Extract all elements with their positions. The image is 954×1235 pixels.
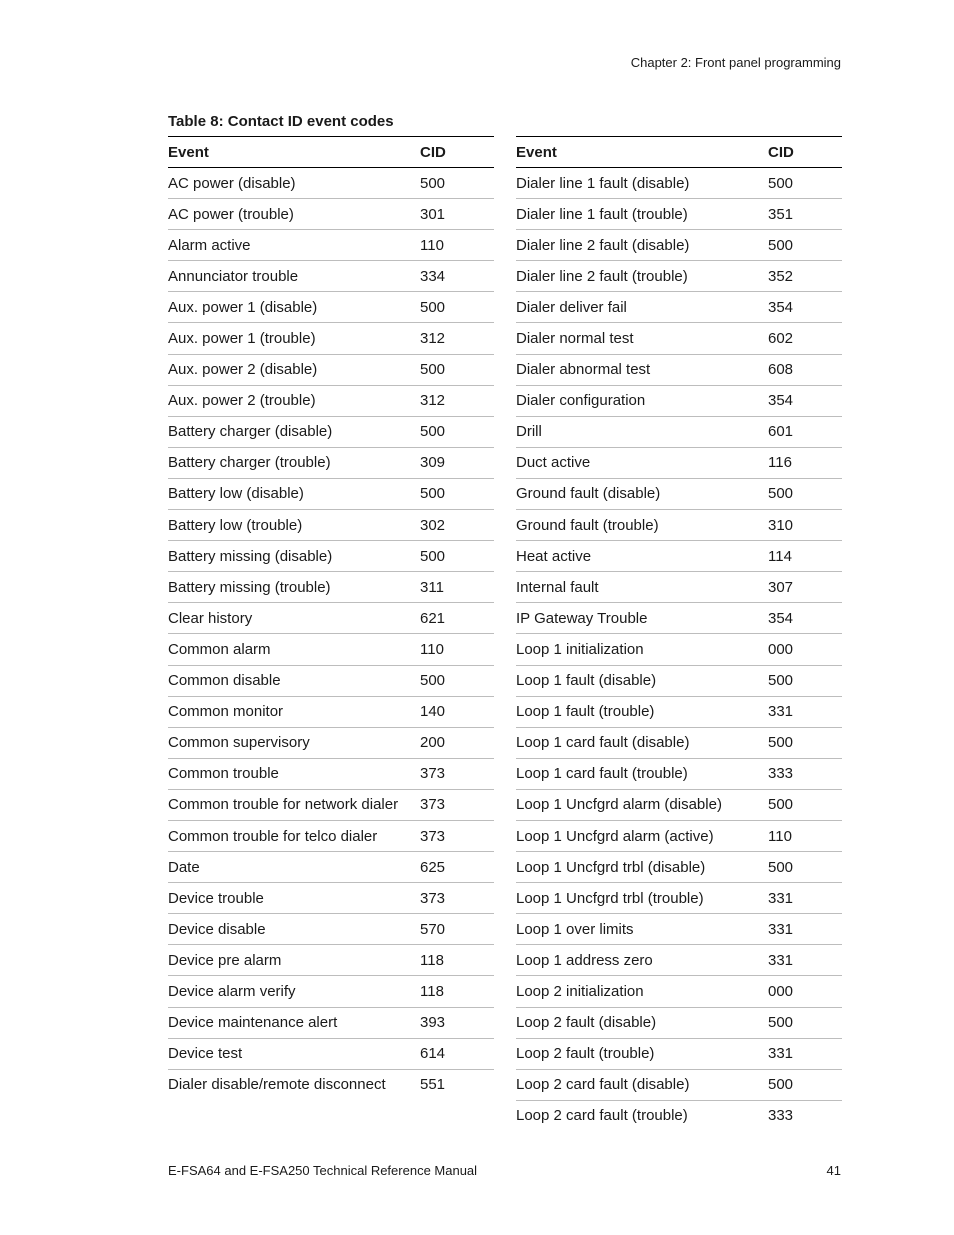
cid-cell: 614 (420, 1038, 494, 1069)
event-cell: Loop 1 address zero (516, 945, 768, 976)
event-cell: Loop 1 Uncfgrd trbl (trouble) (516, 883, 768, 914)
table-row (516, 758, 842, 789)
event-cell: Duct active (516, 447, 768, 478)
event-cell: Loop 1 initialization (516, 634, 768, 665)
event-cell: Loop 2 initialization (516, 976, 768, 1007)
event-cell: Loop 1 fault (trouble) (516, 696, 768, 727)
cid-column-header: CID (768, 137, 842, 168)
event-cell: Battery missing (disable) (168, 541, 420, 572)
cid-cell: 500 (768, 727, 842, 758)
event-cell: Device test (168, 1038, 420, 1069)
table-row (516, 354, 842, 385)
table-row (168, 852, 494, 883)
event-cell: Aux. power 2 (trouble) (168, 385, 420, 416)
table-row (516, 820, 842, 851)
table-row (168, 261, 494, 292)
table-row (516, 665, 842, 696)
event-code-table-right (516, 136, 842, 1131)
cid-cell: 500 (420, 168, 494, 199)
table-row (168, 758, 494, 789)
cid-cell: 200 (420, 727, 494, 758)
table-row (168, 1069, 494, 1100)
cid-cell: 331 (768, 696, 842, 727)
cid-cell: 110 (420, 634, 494, 665)
event-column-header: Event (168, 137, 420, 168)
cid-cell: 500 (768, 665, 842, 696)
cid-cell: 393 (420, 1007, 494, 1038)
cid-cell: 312 (420, 385, 494, 416)
event-cell: Common alarm (168, 634, 420, 665)
event-cell: Aux. power 1 (trouble) (168, 323, 420, 354)
cid-cell: 307 (768, 572, 842, 603)
cid-cell: 500 (768, 789, 842, 820)
table-row (516, 510, 842, 541)
cid-cell: 621 (420, 603, 494, 634)
cid-cell: 500 (768, 1069, 842, 1100)
table-row (516, 1038, 842, 1069)
table-row (516, 883, 842, 914)
event-cell: Aux. power 1 (disable) (168, 292, 420, 323)
event-cell: Dialer line 1 fault (trouble) (516, 199, 768, 230)
table-row (168, 572, 494, 603)
table-row (168, 820, 494, 851)
cid-cell: 333 (768, 1107, 794, 1125)
table-row (168, 914, 494, 945)
event-cell: Device disable (168, 914, 420, 945)
event-cell: Battery low (trouble) (168, 510, 420, 541)
table-body-right (516, 168, 842, 1131)
cid-cell: 625 (420, 852, 494, 883)
table-row (516, 1069, 842, 1100)
event-cell: Date (168, 852, 420, 883)
table-row (516, 789, 842, 820)
cid-cell: 373 (420, 758, 494, 789)
table-caption: Table 8: Contact ID event codes (168, 113, 394, 130)
cid-cell: 334 (420, 261, 494, 292)
event-cell: AC power (disable) (168, 168, 420, 199)
cid-cell: 601 (768, 416, 842, 447)
cid-cell: 608 (768, 354, 842, 385)
event-cell: Device pre alarm (168, 945, 420, 976)
cid-column-header: CID (420, 137, 494, 168)
cid-cell: 331 (768, 883, 842, 914)
cid-cell: 500 (768, 852, 842, 883)
page-number: 41 (826, 1163, 841, 1178)
event-cell: Dialer line 2 fault (disable) (516, 230, 768, 261)
event-cell: Ground fault (trouble) (516, 510, 768, 541)
event-cell: Loop 1 Uncfgrd trbl (disable) (516, 852, 768, 883)
table-row (168, 416, 494, 447)
event-cell: Loop 1 over limits (516, 914, 768, 945)
cid-cell: 114 (768, 541, 842, 572)
cid-cell: 500 (420, 541, 494, 572)
event-cell: Dialer disable/remote disconnect (168, 1076, 386, 1094)
cid-cell: 309 (420, 447, 494, 478)
event-cell: Device maintenance alert (168, 1007, 420, 1038)
cid-cell: 352 (768, 261, 842, 292)
event-cell: Device alarm verify (168, 976, 420, 1007)
cid-cell: 354 (768, 603, 842, 634)
event-cell: Common monitor (168, 696, 420, 727)
table-row (516, 634, 842, 665)
chapter-header: Chapter 2: Front panel programming (630, 55, 841, 70)
event-cell: Battery charger (trouble) (168, 447, 420, 478)
table-row (516, 727, 842, 758)
table-header-row (168, 137, 494, 168)
event-cell: Dialer configuration (516, 385, 768, 416)
cid-cell: 351 (768, 199, 842, 230)
event-cell: Dialer line 2 fault (trouble) (516, 261, 768, 292)
cid-cell: 118 (420, 945, 494, 976)
event-cell: Dialer line 1 fault (disable) (516, 168, 768, 199)
table-row (168, 789, 494, 820)
event-cell: Loop 1 card fault (trouble) (516, 758, 768, 789)
cid-cell: 500 (768, 168, 842, 199)
table-row (516, 572, 842, 603)
table-row (168, 354, 494, 385)
cid-cell: 110 (768, 820, 842, 851)
event-cell: Annunciator trouble (168, 261, 420, 292)
cid-cell: 301 (420, 199, 494, 230)
event-cell: IP Gateway Trouble (516, 603, 768, 634)
cid-cell: 000 (768, 976, 842, 1007)
table-row (516, 945, 842, 976)
cid-cell: 500 (420, 665, 494, 696)
table-row (516, 447, 842, 478)
table-row (516, 541, 842, 572)
cid-cell: 110 (420, 230, 494, 261)
event-cell: Common trouble (168, 758, 420, 789)
event-cell: Loop 1 Uncfgrd alarm (active) (516, 820, 768, 851)
table-row (168, 1007, 494, 1038)
cid-cell: 500 (768, 230, 842, 261)
event-cell: Clear history (168, 603, 420, 634)
table-row (168, 883, 494, 914)
cid-cell: 333 (768, 758, 842, 789)
table-row (168, 447, 494, 478)
table-row (168, 976, 494, 1007)
event-code-table-left (168, 136, 494, 1100)
event-cell: Common trouble for telco dialer (168, 820, 420, 851)
event-cell: Loop 2 card fault (disable) (516, 1069, 768, 1100)
table-row (168, 510, 494, 541)
event-cell: AC power (trouble) (168, 199, 420, 230)
table-row (516, 603, 842, 634)
cid-cell: 331 (768, 1038, 842, 1069)
cid-cell: 373 (420, 789, 494, 820)
table-row (168, 385, 494, 416)
cid-cell: 116 (768, 447, 842, 478)
table-row (516, 230, 842, 261)
cid-cell: 500 (420, 292, 494, 323)
cid-cell: 570 (420, 914, 494, 945)
cid-cell: 551 (420, 1076, 446, 1094)
cid-cell: 118 (420, 976, 494, 1007)
table-row (168, 1038, 494, 1069)
table-row (516, 323, 842, 354)
cid-cell: 500 (420, 416, 494, 447)
cid-cell: 354 (768, 385, 842, 416)
cid-cell: 354 (768, 292, 842, 323)
table-row (168, 199, 494, 230)
cid-cell: 140 (420, 696, 494, 727)
event-cell: Device trouble (168, 883, 420, 914)
table-row (516, 478, 842, 509)
table-row (168, 696, 494, 727)
cid-cell: 312 (420, 323, 494, 354)
table-row (168, 603, 494, 634)
event-cell: Loop 2 card fault (trouble) (516, 1107, 688, 1125)
event-cell: Alarm active (168, 230, 420, 261)
event-cell: Battery missing (trouble) (168, 572, 420, 603)
table-row (168, 323, 494, 354)
table-body-left (168, 168, 494, 1100)
cid-cell: 500 (420, 354, 494, 385)
event-column-header: Event (516, 137, 768, 168)
cid-cell: 331 (768, 914, 842, 945)
table-header-row (516, 137, 842, 168)
table-row (168, 541, 494, 572)
event-cell: Aux. power 2 (disable) (168, 354, 420, 385)
table-row (516, 696, 842, 727)
cid-cell: 373 (420, 883, 494, 914)
event-cell: Loop 2 fault (disable) (516, 1007, 768, 1038)
event-cell: Dialer abnormal test (516, 354, 768, 385)
cid-cell: 000 (768, 634, 842, 665)
event-cell: Common supervisory (168, 727, 420, 758)
table-row (168, 168, 494, 199)
table-row (168, 945, 494, 976)
cid-cell: 500 (420, 478, 494, 509)
table-row (168, 292, 494, 323)
table-row (516, 416, 842, 447)
event-cell: Battery charger (disable) (168, 416, 420, 447)
event-cell: Loop 1 Uncfgrd alarm (disable) (516, 789, 768, 820)
table-row (516, 976, 842, 1007)
event-cell: Battery low (disable) (168, 478, 420, 509)
cid-cell: 310 (768, 510, 842, 541)
event-cell: Loop 2 fault (trouble) (516, 1038, 768, 1069)
event-cell: Internal fault (516, 572, 768, 603)
table-row (168, 230, 494, 261)
event-cell: Drill (516, 416, 768, 447)
table-row (516, 914, 842, 945)
cid-cell: 331 (768, 945, 842, 976)
table-row (516, 292, 842, 323)
event-cell: Common disable (168, 665, 420, 696)
table-row (168, 727, 494, 758)
cid-cell: 373 (420, 820, 494, 851)
manual-title-footer: E-FSA64 and E-FSA250 Technical Reference Manual (168, 1163, 478, 1178)
event-cell: Dialer deliver fail (516, 292, 768, 323)
event-cell: Loop 1 fault (disable) (516, 665, 768, 696)
table-row (168, 665, 494, 696)
table-row (516, 261, 842, 292)
event-cell: Loop 1 card fault (disable) (516, 727, 768, 758)
event-cell: Common trouble for network dialer (168, 789, 420, 820)
table-row (516, 1100, 842, 1131)
table-row (516, 168, 842, 199)
table-row (516, 1007, 842, 1038)
cid-cell: 311 (420, 572, 494, 603)
table-row (516, 852, 842, 883)
table-row (168, 634, 494, 665)
cid-cell: 500 (768, 1007, 842, 1038)
table-row (516, 385, 842, 416)
table-row (516, 199, 842, 230)
event-cell: Dialer normal test (516, 323, 768, 354)
table-row (168, 478, 494, 509)
cid-cell: 302 (420, 510, 494, 541)
cid-cell: 500 (768, 478, 842, 509)
event-cell: Ground fault (disable) (516, 478, 768, 509)
event-cell: Heat active (516, 541, 768, 572)
cid-cell: 602 (768, 323, 842, 354)
